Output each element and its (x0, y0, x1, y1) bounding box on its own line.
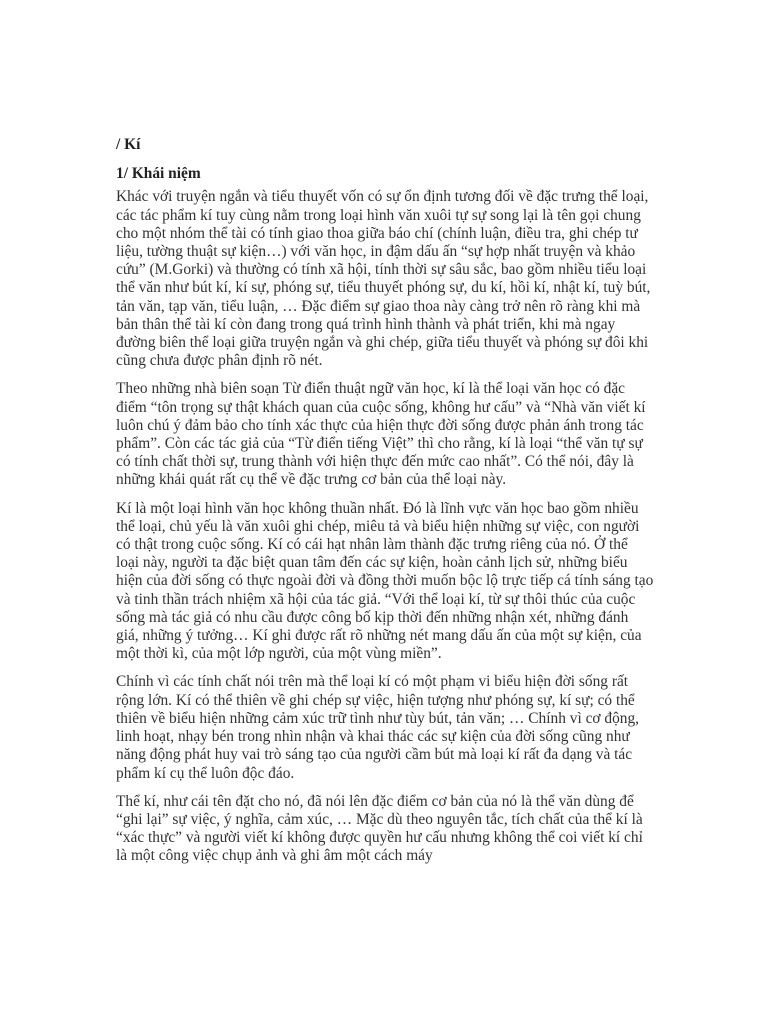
subsection-heading: 1/ Khái niệm (116, 165, 201, 183)
section-heading: / Kí (116, 136, 141, 153)
paragraph-2: Theo những nhà biên soạn Từ điển thuật ngữ văn học, kí là thể loại văn học có đặc điểm “tôn trọng sự thật khách quan của cuộc sống, không hư cấu” và “Nhà văn viết kí luôn chú ý đảm bảo cho tính xác thực của hiện thực đời sống được phản ánh trong tác phẩm”. Còn các tác giả của “Từ điển tiếng Việt” thì cho rằng, kí là loại “thể văn tự sự có tính chất thời sự, trung thành với hiện thực đến mức cao nhất”. Có thể nói, đây là những khái quát rất cụ thể về đặc trưng cơ bản của thể loại này. (116, 380, 646, 489)
paragraph-5: Thể kí, như cái tên đặt cho nó, đã nói lên đặc điểm cơ bản của nó là thể văn dùng để “ghi lại” sự việc, ý nghĩa, cảm xúc, … Mặc dù theo nguyên tắc, tích chất của thể kí là “xác thực” và người viết kí không được quyền hư cấu nhưng không thể coi viết kí chỉ là một công việc chụp ảnh và ghi âm một cách máy (116, 792, 643, 865)
paragraph-1: Khác với truyện ngắn và tiểu thuyết vốn có sự ổn định tương đối về đặc trưng thể loại, các tác phẩm kí tuy cùng nằm trong loại hình văn xuôi tự sự song lại là tên gọi chung cho một nhóm thể tài có tính giao thoa giữa báo chí (chính luận, điều tra, ghi chép tư liệu, tường thuật sự kiện…) với văn học, in đậm dấu ấn “sự hợp nhất truyện và khảo cứu” (M.Gorki) và thường có tính xã hội, tính thời sự sâu sắc, bao gồm nhiều tiểu loại thể văn như bút kí, kí sự, phóng sự, tiểu thuyết phóng sự, du kí, hồi kí, nhật kí, tuỳ bút, tản văn, tạp văn, tiểu luận, … Đặc điểm sự giao thoa này càng trở nên rõ ràng khi mà bản thân thể tài kí còn đang trong quá trình hình thành và phát triển, khi mà ngay đường biên thể loại giữa truyện ngắn và ghi chép, giữa tiểu thuyết và phóng sự đôi khi cũng chưa được phân định rõ nét. (116, 188, 651, 370)
paragraph-3: Kí là một loại hình văn học không thuần nhất. Đó là lĩnh vực văn học bao gồm nhiều thể loại, chủ yếu là văn xuôi ghi chép, miêu tả và biểu hiện những sự việc, con người có thật trong cuộc sống. Kí có cái hạt nhân làm thành đặc trưng riêng của nó. Ở thể loại này, người ta đặc biệt quan tâm đến các sự kiện, hoàn cảnh lịch sử, những biểu hiện của đời sống có thực ngoài đời và đồng thời muốn bộc lộ trực tiếp cá tính sáng tạo và tinh thần trách nhiệm xã hội của tác giả. “Với thể loại kí, từ sự thôi thúc của cuộc sống mà tác giả có nhu cầu được công bố kịp thời đến những nhận xét, những đánh giá, những ý tưởng… Kí ghi được rất rõ những nét mang dấu ấn của một sự kiện, của một thời kì, của một lớp người, của một vùng miền”. (116, 499, 654, 663)
document-page (116, 136, 654, 876)
paragraph-4: Chính vì các tính chất nói trên mà thể loại kí có một phạm vi biểu hiện đời sống rất rộng lớn. Kí có thể thiên về ghi chép sự việc, hiện tượng như phóng sự, kí sự; có thể thiên về biểu hiện những cảm xúc trữ tình như tùy bút, tản văn; … Chính vì cơ động, linh hoạt, nhạy bén trong nhìn nhận và khai thác các sự kiện của đời sống cũng như năng động phát huy vai trò sáng tạo của người cầm bút mà loại kí rất đa dạng và tác phẩm kí cụ thể luôn độc đáo. (116, 673, 640, 782)
